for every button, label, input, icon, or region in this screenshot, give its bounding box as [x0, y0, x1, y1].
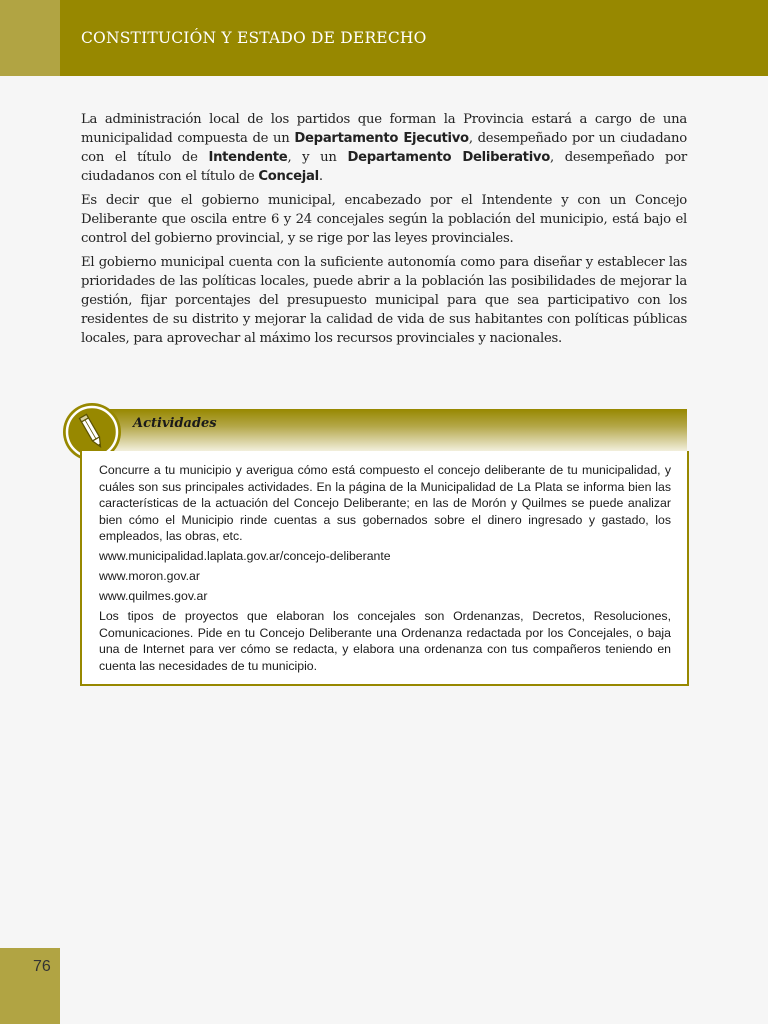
paragraph-1-text-e: , desempeñado por ciudadanos con el título de	[81, 150, 687, 184]
link-quilmes[interactable]: www.quilmes.gov.ar	[99, 589, 208, 603]
paragraph-1-text-f: .	[318, 169, 323, 184]
term-departamento-deliberativo: Departamento Deliberativo	[347, 150, 550, 165]
paragraph-1-text-a: La administración local de los partidos que forman la Provincia estará a cargo de una municipalidad compuesta de un	[81, 112, 687, 146]
activities-text	[99, 462, 671, 678]
paragraph-3: El gobierno municipal cuenta con la suficiente autonomía como para diseñar y establecer las prioridades de las políticas locales, puede abrir a la población las posibilidades de mejorar la gestión, fijar porcentajes del presupuesto municipal para que sea participativo con los residentes de su distrito y mejorar la calidad de vida de sus habitantes con políticas públicas locales, para aprovechar al máximo los recursos provinciales y nacionales.	[81, 255, 687, 346]
activity-instructions-2: Los tipos de proyectos que elaboran los concejales son Ordenanzas, Decretos, Resoluciones, Comunicaciones. Pide en tu Concejo Deliberante una Ordenanza redactada por los Concejales, o baja una de Internet para ver cómo se redacta, y elabora una ordenanza con tus compañeros teniendo en cuenta las necesidades de tu municipio.	[99, 609, 671, 673]
main-text	[81, 110, 687, 353]
page-number: 76	[33, 958, 51, 975]
link-moron[interactable]: www.moron.gov.ar	[99, 569, 200, 583]
header-side-block	[0, 0, 60, 76]
paragraph-1	[81, 110, 687, 186]
term-intendente: Intendente	[208, 150, 288, 165]
term-concejal: Concejal	[258, 169, 319, 184]
paragraph-1-text-d: , y un	[287, 150, 348, 165]
term-departamento-ejecutivo: Departamento Ejecutivo	[294, 131, 469, 146]
link-la-plata[interactable]: www.municipalidad.laplata.gov.ar/concejo-deliberante	[99, 549, 391, 563]
paragraph-1-text-c: , desempeñado por un ciudadano con el título de	[81, 131, 687, 165]
footer-side-block	[0, 948, 60, 1024]
activity-instructions-1: Concurre a tu municipio y averigua cómo está compuesto el concejo deliberante de tu municipalidad, y cuáles son sus principales actividades. En la página de la Municipalidad de La Plata se informa bien las características de la actuación del Concejo Deliberante; en las de Morón y Quilmes se puede analizar bien cómo el Municipio rinde cuentas a sus gobernados sobre el dinero ingresado y gastado, los empleados, las obras, etc.	[99, 463, 671, 543]
activities-title: Actividades	[133, 416, 217, 431]
paragraph-2: Es decir que el gobierno municipal, encabezado por el Intendente y con un Concejo Deliberante que oscila entre 6 y 24 concejales según la población del municipio, está bajo el control del gobierno provincial, y se rige por las leyes provinciales.	[81, 193, 687, 246]
chapter-title: CONSTITUCIÓN Y ESTADO DE DERECHO	[81, 29, 427, 47]
